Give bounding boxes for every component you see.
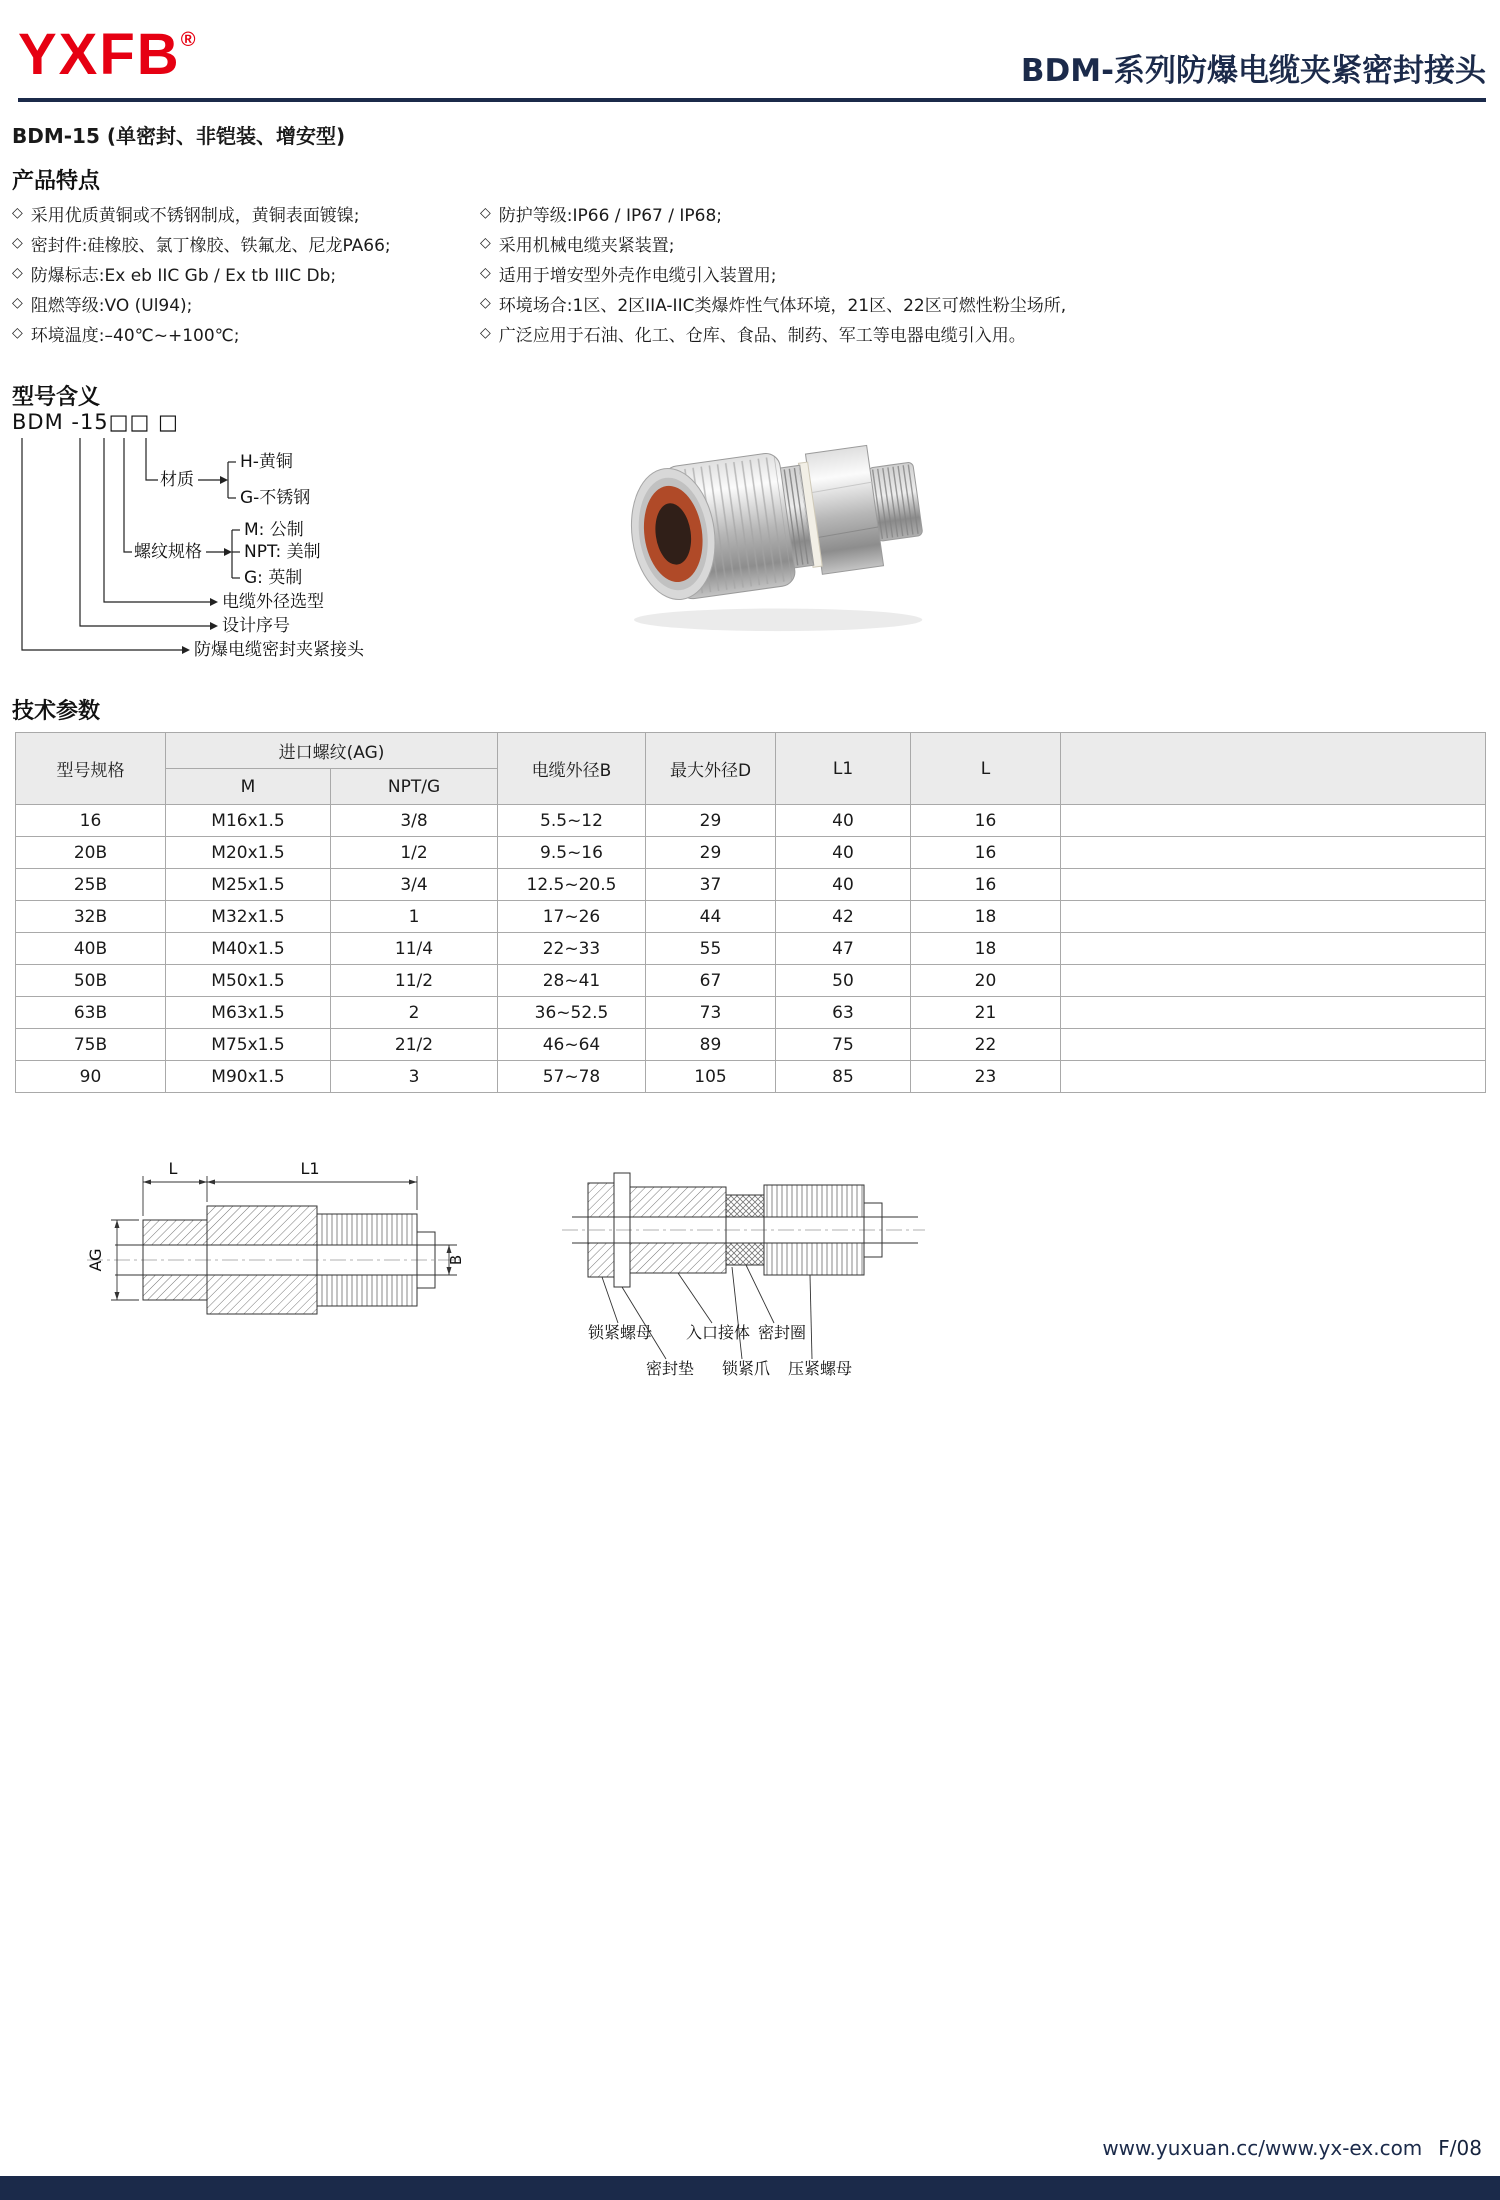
dim-label-ag: AG (86, 1248, 105, 1272)
table-cell: 37 (646, 869, 776, 901)
table-cell: M25x1.5 (166, 869, 331, 901)
table-cell: 32B (16, 901, 166, 933)
params-heading: 技术参数 (12, 699, 101, 724)
footer-url: www.yuxuan.cc/www.yx-ex.com (1102, 2136, 1423, 2160)
registered-trademark-icon: ® (180, 29, 196, 51)
table-cell: 16 (16, 805, 166, 837)
col-header-blank (1061, 733, 1486, 805)
table-cell: 73 (646, 997, 776, 1029)
product-name-label: 防爆电缆密封夹紧接头 (194, 640, 364, 660)
col-header-m: M (166, 769, 331, 805)
feature-item (12, 288, 480, 318)
table-cell: 9.5~16 (498, 837, 646, 869)
table-cell: 3/8 (331, 805, 498, 837)
table-cell: 40 (776, 837, 911, 869)
table-row (16, 869, 1486, 901)
thread-option-npt: NPT: 美制 (244, 542, 321, 562)
table-cell: M20x1.5 (166, 837, 331, 869)
feature-text: 防爆标志:Ex eb IIC Gb / Ex tb IIIC Db; (30, 265, 337, 286)
params-table (15, 732, 1486, 1093)
table-cell: M75x1.5 (166, 1029, 331, 1061)
table-cell: 50 (776, 965, 911, 997)
col-header-max-od: 最大外径D (646, 733, 776, 805)
table-cell: M90x1.5 (166, 1061, 331, 1093)
col-header-l: L (911, 733, 1061, 805)
material-option-steel: G-不锈钢 (240, 488, 311, 508)
table-cell: 67 (646, 965, 776, 997)
diamond-bullet-icon: ◇ (12, 265, 23, 281)
material-option-brass: H-黄铜 (240, 452, 293, 472)
footer-links (1102, 2136, 1482, 2160)
table-cell: 20 (911, 965, 1061, 997)
diamond-bullet-icon: ◇ (480, 235, 491, 251)
table-cell (1061, 837, 1486, 869)
feature-text: 广泛应用于石油、化工、仓库、食品、制药、军工等电器电缆引入用。 (498, 325, 1026, 346)
table-cell (1061, 1061, 1486, 1093)
table-cell: 16 (911, 837, 1061, 869)
feature-text: 环境温度:–40℃~+100℃; (30, 325, 240, 346)
table-cell: 90 (16, 1061, 166, 1093)
cable-gland-illustration (598, 402, 948, 642)
table-cell: 18 (911, 933, 1061, 965)
table-cell (1061, 933, 1486, 965)
table-cell: 11/2 (331, 965, 498, 997)
table-cell: M16x1.5 (166, 805, 331, 837)
material-label: 材质 (160, 470, 194, 490)
table-cell: 28~41 (498, 965, 646, 997)
features-right-list (480, 198, 1482, 348)
diamond-bullet-icon: ◇ (12, 325, 23, 341)
table-cell: M50x1.5 (166, 965, 331, 997)
table-cell: 29 (646, 837, 776, 869)
model-heading: 型号含义 (12, 385, 101, 410)
thread-label: 螺纹规格 (134, 542, 202, 562)
features-heading: 产品特点 (12, 169, 101, 194)
brand-logo-text: YXFB (18, 22, 181, 87)
table-cell: 18 (911, 901, 1061, 933)
part-label-compression-nut: 压紧螺母 (787, 1359, 853, 1378)
dim-label-b: B (447, 1254, 465, 1266)
table-cell: 40 (776, 869, 911, 901)
diamond-bullet-icon: ◇ (12, 295, 23, 311)
table-cell: 55 (646, 933, 776, 965)
col-header-inlet-thread: 进口螺纹(AG) (166, 733, 498, 769)
table-cell: M32x1.5 (166, 901, 331, 933)
table-cell: 47 (776, 933, 911, 965)
diamond-bullet-icon: ◇ (480, 295, 491, 311)
features-section (12, 198, 1482, 348)
feature-item (480, 288, 1482, 318)
page-header (18, 12, 1486, 102)
table-cell: 89 (646, 1029, 776, 1061)
table-row (16, 805, 1486, 837)
table-cell: 3 (331, 1061, 498, 1093)
feature-text: 采用优质黄铜或不锈钢制成，黄铜表面镀镍; (30, 205, 360, 226)
table-cell (1061, 965, 1486, 997)
model-code-diagram (12, 410, 452, 668)
table-cell: 57~78 (498, 1061, 646, 1093)
diamond-bullet-icon: ◇ (480, 265, 491, 281)
table-row (16, 997, 1486, 1029)
table-row (16, 837, 1486, 869)
table-cell: 11/4 (331, 933, 498, 965)
table-cell: M40x1.5 (166, 933, 331, 965)
feature-item (12, 228, 480, 258)
features-left-list (12, 198, 480, 348)
feature-item (12, 198, 480, 228)
table-cell: 29 (646, 805, 776, 837)
part-label-seal-ring: 密封圈 (757, 1323, 807, 1342)
table-cell (1061, 1029, 1486, 1061)
diamond-bullet-icon: ◇ (12, 205, 23, 221)
table-row (16, 933, 1486, 965)
feature-item (480, 258, 1482, 288)
feature-item (480, 198, 1482, 228)
table-cell: 36~52.5 (498, 997, 646, 1029)
serial-label: 设计序号 (222, 616, 290, 636)
table-cell: 1 (331, 901, 498, 933)
feature-item (12, 318, 480, 348)
table-cell: 63 (776, 997, 911, 1029)
feature-text: 环境场合:1区、2区IIA-IIC类爆炸性气体环境，21区、22区可燃性粉尘场所, (498, 295, 1067, 316)
table-cell: 75B (16, 1029, 166, 1061)
diamond-bullet-icon: ◇ (480, 205, 491, 221)
footer-page-number: F/08 (1438, 2136, 1482, 2160)
table-cell (1061, 997, 1486, 1029)
table-row (16, 901, 1486, 933)
feature-item (480, 228, 1482, 258)
part-label-lock-claw: 锁紧爪 (721, 1359, 771, 1378)
feature-text: 密封件:硅橡胶、氯丁橡胶、铁氟龙、尼龙PA66; (30, 235, 391, 256)
table-cell (1061, 901, 1486, 933)
brand-logo (18, 22, 196, 87)
model-subtitle: BDM-15 (单密封、非铠装、增安型) (12, 124, 346, 148)
table-cell: 21/2 (331, 1029, 498, 1061)
diamond-bullet-icon: ◇ (12, 235, 23, 251)
table-cell: 42 (776, 901, 911, 933)
feature-item (480, 318, 1482, 348)
table-cell: 44 (646, 901, 776, 933)
feature-text: 采用机械电缆夹紧装置; (498, 235, 675, 256)
col-header-cable-od: 电缆外径B (498, 733, 646, 805)
feature-item (12, 258, 480, 288)
col-header-l1: L1 (776, 733, 911, 805)
table-cell: 17~26 (498, 901, 646, 933)
table-cell: 25B (16, 869, 166, 901)
table-row (16, 965, 1486, 997)
part-label-seal-gasket: 密封垫 (645, 1359, 695, 1378)
table-cell: 21 (911, 997, 1061, 1029)
table-cell: 50B (16, 965, 166, 997)
table-cell: 46~64 (498, 1029, 646, 1061)
params-table-body (16, 805, 1486, 1093)
thread-option-metric: M: 公制 (244, 520, 304, 540)
table-row (16, 1061, 1486, 1093)
dimension-drawing (85, 1150, 465, 1370)
table-cell: 20B (16, 837, 166, 869)
table-cell: 23 (911, 1061, 1061, 1093)
feature-text: 适用于增安型外壳作电缆引入装置用; (498, 265, 777, 286)
table-cell (1061, 805, 1486, 837)
table-cell: 1/2 (331, 837, 498, 869)
table-cell: 12.5~20.5 (498, 869, 646, 901)
table-cell: 3/4 (331, 869, 498, 901)
table-row (16, 1029, 1486, 1061)
table-cell: 16 (911, 869, 1061, 901)
feature-text: 防护等级:IP66 / IP67 / IP68; (498, 205, 722, 226)
model-code-text: BDM -15□□ □ (12, 410, 179, 434)
page-title: BDM-系列防爆电缆夹紧密封接头 (1020, 52, 1486, 89)
product-photo (598, 402, 948, 642)
table-cell: 40 (776, 805, 911, 837)
table-cell (1061, 869, 1486, 901)
part-label-entry-body: 入口接体 (685, 1323, 751, 1342)
thread-option-g: G: 英制 (244, 568, 303, 588)
table-cell: 63B (16, 997, 166, 1029)
dim-label-l: L (168, 1159, 178, 1178)
cable-od-label: 电缆外径选型 (222, 592, 324, 612)
diamond-bullet-icon: ◇ (480, 325, 491, 341)
table-cell: 22 (911, 1029, 1061, 1061)
parts-drawing (560, 1145, 930, 1390)
feature-text: 阻燃等级:VO (Ul94); (30, 295, 193, 316)
part-label-lock-nut: 锁紧螺母 (587, 1323, 653, 1342)
dim-label-l1: L1 (300, 1159, 320, 1178)
table-cell: 5.5~12 (498, 805, 646, 837)
col-header-model: 型号规格 (16, 733, 166, 805)
table-cell: 2 (331, 997, 498, 1029)
table-cell: 75 (776, 1029, 911, 1061)
table-cell: 85 (776, 1061, 911, 1093)
table-cell: 105 (646, 1061, 776, 1093)
table-cell: M63x1.5 (166, 997, 331, 1029)
col-header-npt-g: NPT/G (331, 769, 498, 805)
table-cell: 40B (16, 933, 166, 965)
footer-bar (0, 2176, 1500, 2200)
table-cell: 22~33 (498, 933, 646, 965)
table-cell: 16 (911, 805, 1061, 837)
